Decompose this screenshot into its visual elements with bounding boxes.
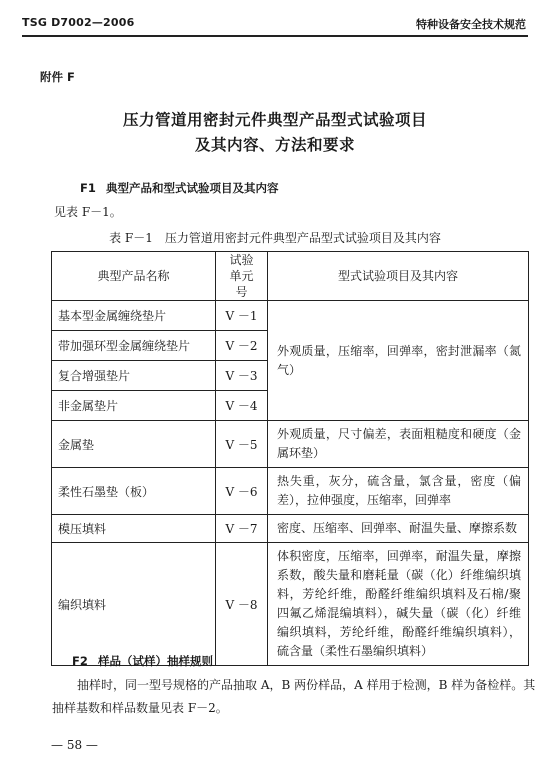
row-unit: V －8 <box>216 543 268 666</box>
section-f2-text-line1: 抽样时，同一型号规格的产品抽取 A，B 两份样品，A 样用于检测，B 样为备检样。其 <box>77 678 536 692</box>
section-f2-text-line2: 抽样基数和样品数量见表 F－2。 <box>52 701 228 715</box>
header-series-title: 特种设备安全技术规范 <box>416 18 526 31</box>
row-unit: V －3 <box>216 361 268 391</box>
row-product: 复合增强垫片 <box>52 361 216 391</box>
section-f1-text: 见表 F－1。 <box>54 205 122 219</box>
section-f1-title: 典型产品和型式试验项目及其内容 <box>106 181 279 195</box>
row-items: 密度、压缩率、回弹率、耐温失量、摩擦系数 <box>268 515 529 543</box>
row-product: 金属垫 <box>52 421 216 468</box>
row-product: 柔性石墨垫（板） <box>52 468 216 515</box>
row-product: 带加强环型金属缠绕垫片 <box>52 331 216 361</box>
section-f2-number: F2 <box>72 654 88 668</box>
header-standard-code: TSG D7002—2006 <box>22 16 135 29</box>
section-f2-title: 样品（试样）抽样规则 <box>98 654 213 668</box>
appendix-label: 附件 F <box>40 70 75 84</box>
table-row <box>52 515 529 543</box>
row-unit: V －7 <box>216 515 268 543</box>
table-row <box>52 301 529 331</box>
table-header-row <box>52 252 529 301</box>
table-row <box>52 468 529 515</box>
section-f2-heading <box>72 653 213 669</box>
header-rule <box>22 35 528 37</box>
row-unit: V －1 <box>216 301 268 331</box>
row-items: 外观质量，尺寸偏差，表面粗糙度和硬度（金属环垫） <box>268 421 529 468</box>
row-unit: V －6 <box>216 468 268 515</box>
header-items: 型式试验项目及其内容 <box>268 252 529 301</box>
page-title-line1: 压力管道用密封元件典型产品型式试验项目 <box>122 111 427 129</box>
test-items-table <box>51 251 529 666</box>
row-items: 热失重，灰分，硫含量，氯含量，密度（偏差），拉伸强度，压缩率，回弹率 <box>268 468 529 515</box>
row-unit: V －5 <box>216 421 268 468</box>
table-caption: 表 F－1 压力管道用密封元件典型产品型式试验项目及其内容 <box>109 231 441 245</box>
row-items-merged: 外观质量，压缩率，回弹率，密封泄漏率（氮气） <box>268 301 529 421</box>
row-product: 非金属垫片 <box>52 391 216 421</box>
page-number: — 58 — <box>51 738 98 752</box>
header-product: 典型产品名称 <box>52 252 216 301</box>
table-row <box>52 421 529 468</box>
page-title-line2: 及其内容、方法和要求 <box>194 136 355 154</box>
row-unit: V －4 <box>216 391 268 421</box>
row-unit: V －2 <box>216 331 268 361</box>
row-product: 模压填料 <box>52 515 216 543</box>
row-product: 编织填料 <box>52 543 216 666</box>
header-unit <box>216 252 268 301</box>
section-f1-number: F1 <box>80 181 96 195</box>
section-f1-heading <box>80 180 279 196</box>
row-items: 体积密度，压缩率，回弹率，耐温失量，摩擦系数，酸失量和磨耗量（碳（化）纤维编织填料，芳纶纤维，酚醛纤维编织填料及石棉/聚四氟乙烯混编填料），碱失量（碳（化）纤维编织填料，芳纶纤维，酚醛纤维编织填料），硫含量（柔性石墨编织填料） <box>268 543 529 666</box>
table-row <box>52 543 529 666</box>
header-unit-text: 试验单元号 <box>229 253 254 299</box>
row-product: 基本型金属缠绕垫片 <box>52 301 216 331</box>
